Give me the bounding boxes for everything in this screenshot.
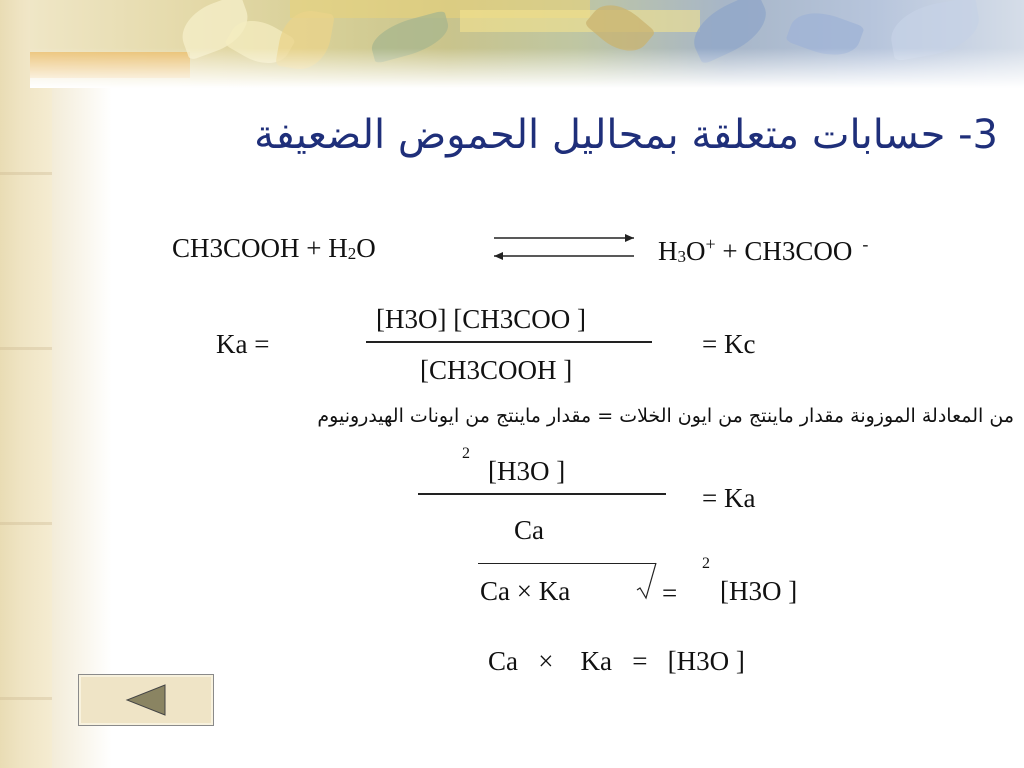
ka-denominator: [CH3COOH ]: [420, 355, 573, 385]
sqrt-equals: =: [662, 578, 678, 608]
left-texture-strip: [0, 0, 52, 768]
reaction-reactants: CH3COOH + H2O: [172, 233, 376, 263]
simplified-denominator: Ca: [514, 515, 544, 545]
ka-fraction-bar: [366, 341, 652, 343]
header-banner: [30, 0, 1024, 88]
ka-rhs: = Kc: [702, 329, 756, 359]
sqrt-exponent: 2: [702, 555, 710, 572]
slide-title: 3- حسابات متعلقة بمحاليل الحموض الضعيفة: [254, 112, 998, 158]
back-button[interactable]: [78, 674, 214, 726]
reaction-products: H3O+ + CH3COO -: [658, 234, 869, 266]
equilibrium-arrow-icon: [486, 230, 642, 264]
left-texture-fade: [52, 0, 112, 768]
simplified-rhs: = Ka: [702, 483, 756, 513]
simplified-fraction-bar: [418, 493, 666, 495]
equality-note: من المعادلة الموزونة مقدار ماينتج من ايون الخلات = مقدار ماينتج من ايونات الهيدرونيوم: [317, 405, 1014, 427]
simplified-numerator: [H3O ]: [488, 456, 566, 486]
ka-lhs: Ka =: [216, 329, 270, 359]
sqrt-radicand: Ca × Ka: [480, 576, 571, 606]
sqrt-sign-icon: [636, 562, 658, 602]
triangle-left-icon: [125, 683, 169, 717]
sqrt-rhs: [H3O ]: [720, 576, 798, 606]
ka-numerator: [H3O] [CH3COO ]: [376, 304, 586, 334]
final-expression: Ca × Ka = [H3O ]: [488, 646, 745, 676]
h3o-exponent: 2: [462, 445, 470, 462]
sqrt-overline: [478, 563, 656, 564]
